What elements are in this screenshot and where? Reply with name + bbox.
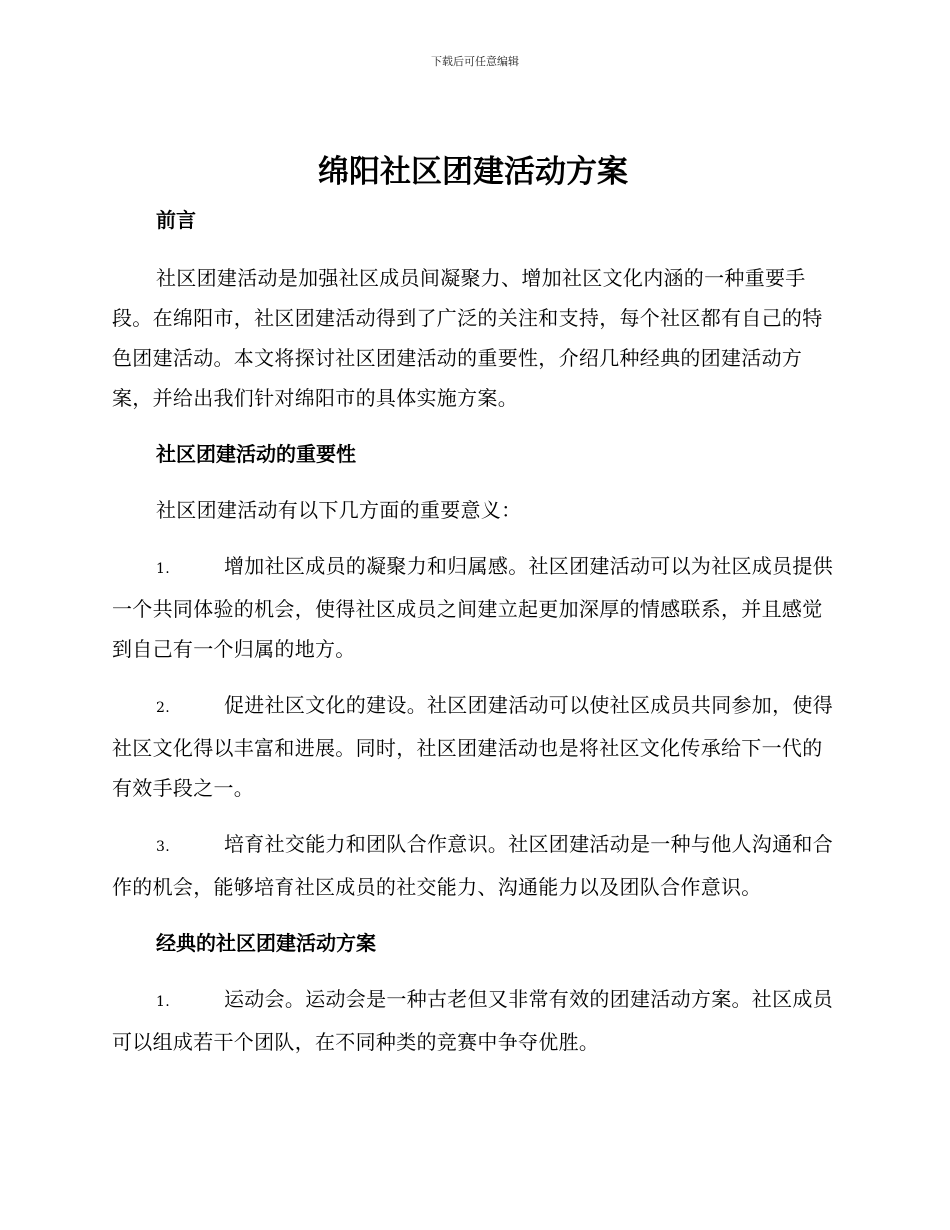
list-item-number: 2. [156, 700, 170, 716]
list-item-number: 3. [156, 839, 170, 855]
list-item-text: 增加社区成员的凝聚力和归属感。社区团建活动可以为社区成员提供一个共同体验的机会，使得社区成员之间建立起更加深厚的情感联系，并且感觉到自己有一个归属的地方。 [112, 554, 833, 661]
list-item [112, 546, 834, 669]
list-item-text: 培育社交能力和团队合作意识。社区团建活动是一种与他人沟通和合作的机会，能够培育社区成员的社交能力、沟通能力以及团队合作意识。 [112, 832, 833, 899]
list-item-text: 运动会。运动会是一种古老但又非常有效的团建活动方案。社区成员可以组成若干个团队，在不同种类的竞赛中争夺优胜。 [112, 987, 833, 1054]
document-title: 绵阳社区团建活动方案 [318, 154, 628, 190]
list-item [112, 685, 834, 808]
section-heading-preface: 前言 [156, 208, 196, 232]
importance-intro: 社区团建活动有以下几方面的重要意义： [156, 498, 522, 522]
preface-paragraph: 社区团建活动是加强社区成员间凝聚力、增加社区文化内涵的一种重要手段。在绵阳市，社区团建活动得到了广泛的关注和支持，每个社区都有自己的特色团建活动。本文将探讨社区团建活动的重要性，介绍几种经典的团建活动方案，并给出我们针对绵阳市的具体实施方案。 [112, 266, 823, 410]
list-item-number: 1. [156, 561, 170, 577]
list-item-text: 促进社区文化的建设。社区团建活动可以使社区成员共同参加，使得社区文化得以丰富和进展。同时，社区团建活动也是将社区文化传承给下一代的有效手段之一。 [112, 693, 833, 800]
list-item [112, 979, 834, 1062]
document-body [112, 144, 834, 1062]
list-item [112, 824, 834, 907]
section-heading-importance: 社区团建活动的重要性 [156, 442, 356, 466]
page-header-note: 下载后可任意编辑 [431, 55, 519, 68]
section-heading-classic-plans: 经典的社区团建活动方案 [156, 931, 376, 955]
list-item-number: 1. [156, 994, 170, 1010]
